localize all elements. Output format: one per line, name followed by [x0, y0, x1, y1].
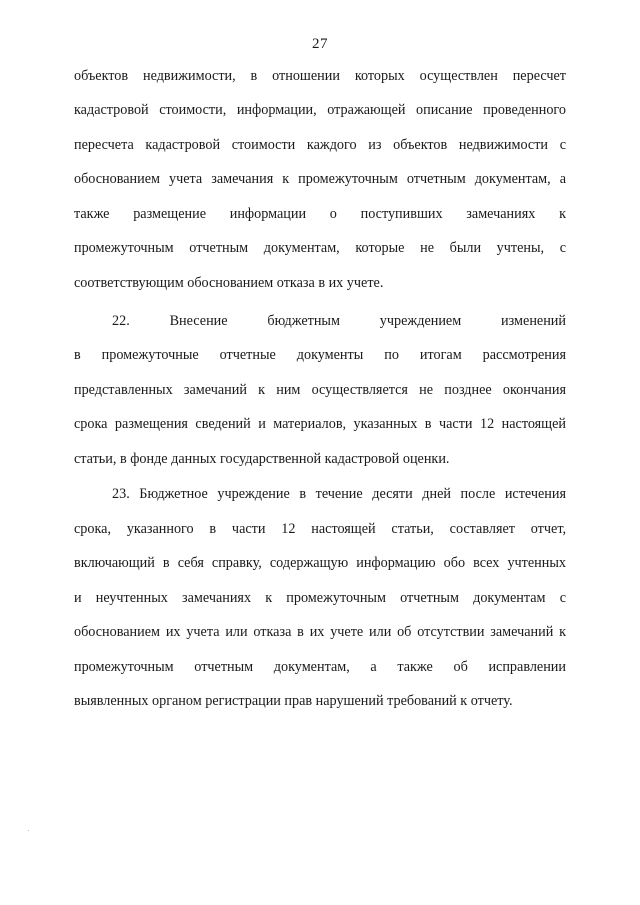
paragraph-22-first-line: 22. Внесение бюджетным учреждением изменений — [112, 313, 566, 329]
text-line: кадастровой стоимости, информации, отражающей описание проведенного — [74, 102, 566, 118]
text-line: статьи, в фонде данных государственной кадастровой оценки. — [74, 451, 450, 467]
text-line: промежуточным отчетным документам, а также об исправлении — [74, 659, 566, 675]
text-line: пересчета кадастровой стоимости каждого из объектов недвижимости с — [74, 137, 566, 153]
paragraph-23-first-line: 23. Бюджетное учреждение в течение десяти дней после истечения — [112, 486, 566, 502]
text-line: объектов недвижимости, в отношении которых осуществлен пересчет — [74, 68, 566, 84]
text-line: срока, указанного в части 12 настоящей статьи, составляет отчет, — [74, 521, 566, 537]
text-line: представленных замечаний к ним осуществляется не позднее окончания — [74, 382, 566, 398]
text-line: срока размещения сведений и материалов, указанных в части 12 настоящей — [74, 416, 566, 432]
page-number: 27 — [312, 36, 328, 52]
text-line: в промежуточные отчетные документы по итогам рассмотрения — [74, 347, 566, 363]
text-line: обоснованием их учета или отказа в их учете или об отсутствии замечаний к — [74, 624, 566, 640]
text-line: и неучтенных замечаниях к промежуточным отчетным документам с — [74, 590, 566, 606]
text-line: соответствующим обоснованием отказа в их учете. — [74, 275, 384, 291]
text-line: обоснованием учета замечания к промежуточным отчетным документам, а — [74, 171, 566, 187]
text-line: промежуточным отчетным документам, которые не были учтены, с — [74, 240, 566, 256]
text-line: также размещение информации о поступивших замечаниях к — [74, 206, 566, 222]
text-line: включающий в себя справку, содержащую информацию обо всех учтенных — [74, 555, 566, 571]
text-line: выявленных органом регистрации прав нарушений требований к отчету. — [74, 693, 513, 709]
scan-speck — [28, 830, 29, 831]
